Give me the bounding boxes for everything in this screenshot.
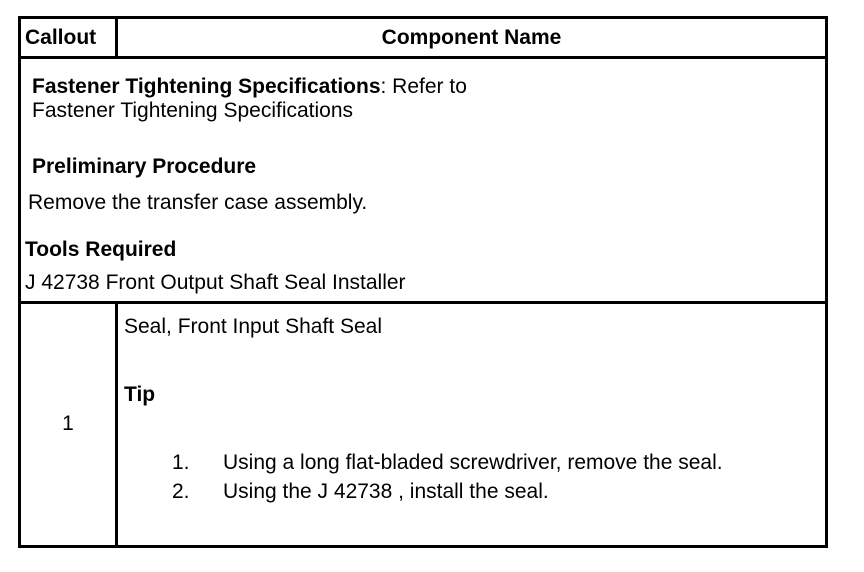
- step-text: Using the J 42738 , install the seal.: [223, 480, 549, 503]
- fastener-spec-line: [32, 75, 467, 99]
- step-number: 1.: [172, 451, 190, 474]
- fastener-spec-text: : Refer to: [380, 75, 467, 98]
- step-text: Using a long flat-bladed screwdriver, remove the seal.: [223, 451, 723, 474]
- fastener-spec-label: Fastener Tightening Specifications: [32, 75, 381, 98]
- tip-heading: Tip: [124, 383, 156, 406]
- row-callout-cell: [21, 304, 118, 545]
- callout-number: 1: [62, 412, 74, 435]
- specifications-section: [21, 59, 825, 304]
- row-component-cell: [118, 304, 825, 545]
- preliminary-procedure-text: Remove the transfer case assembly.: [28, 191, 368, 214]
- table-row: [21, 304, 825, 545]
- step-number: 2.: [172, 480, 190, 503]
- component-table: [18, 16, 828, 548]
- header-component-name: Component Name: [381, 26, 562, 49]
- fastener-spec-link[interactable]: Fastener Tightening Specifications: [32, 99, 354, 122]
- preliminary-procedure-heading: Preliminary Procedure: [32, 155, 257, 178]
- table-header-row: [21, 19, 825, 59]
- component-name: Seal, Front Input Shaft Seal: [124, 315, 382, 338]
- tools-required-text: J 42738 Front Output Shaft Seal Installer: [25, 271, 406, 294]
- tools-required-heading: Tools Required: [25, 238, 177, 261]
- header-callout: Callout: [21, 19, 118, 56]
